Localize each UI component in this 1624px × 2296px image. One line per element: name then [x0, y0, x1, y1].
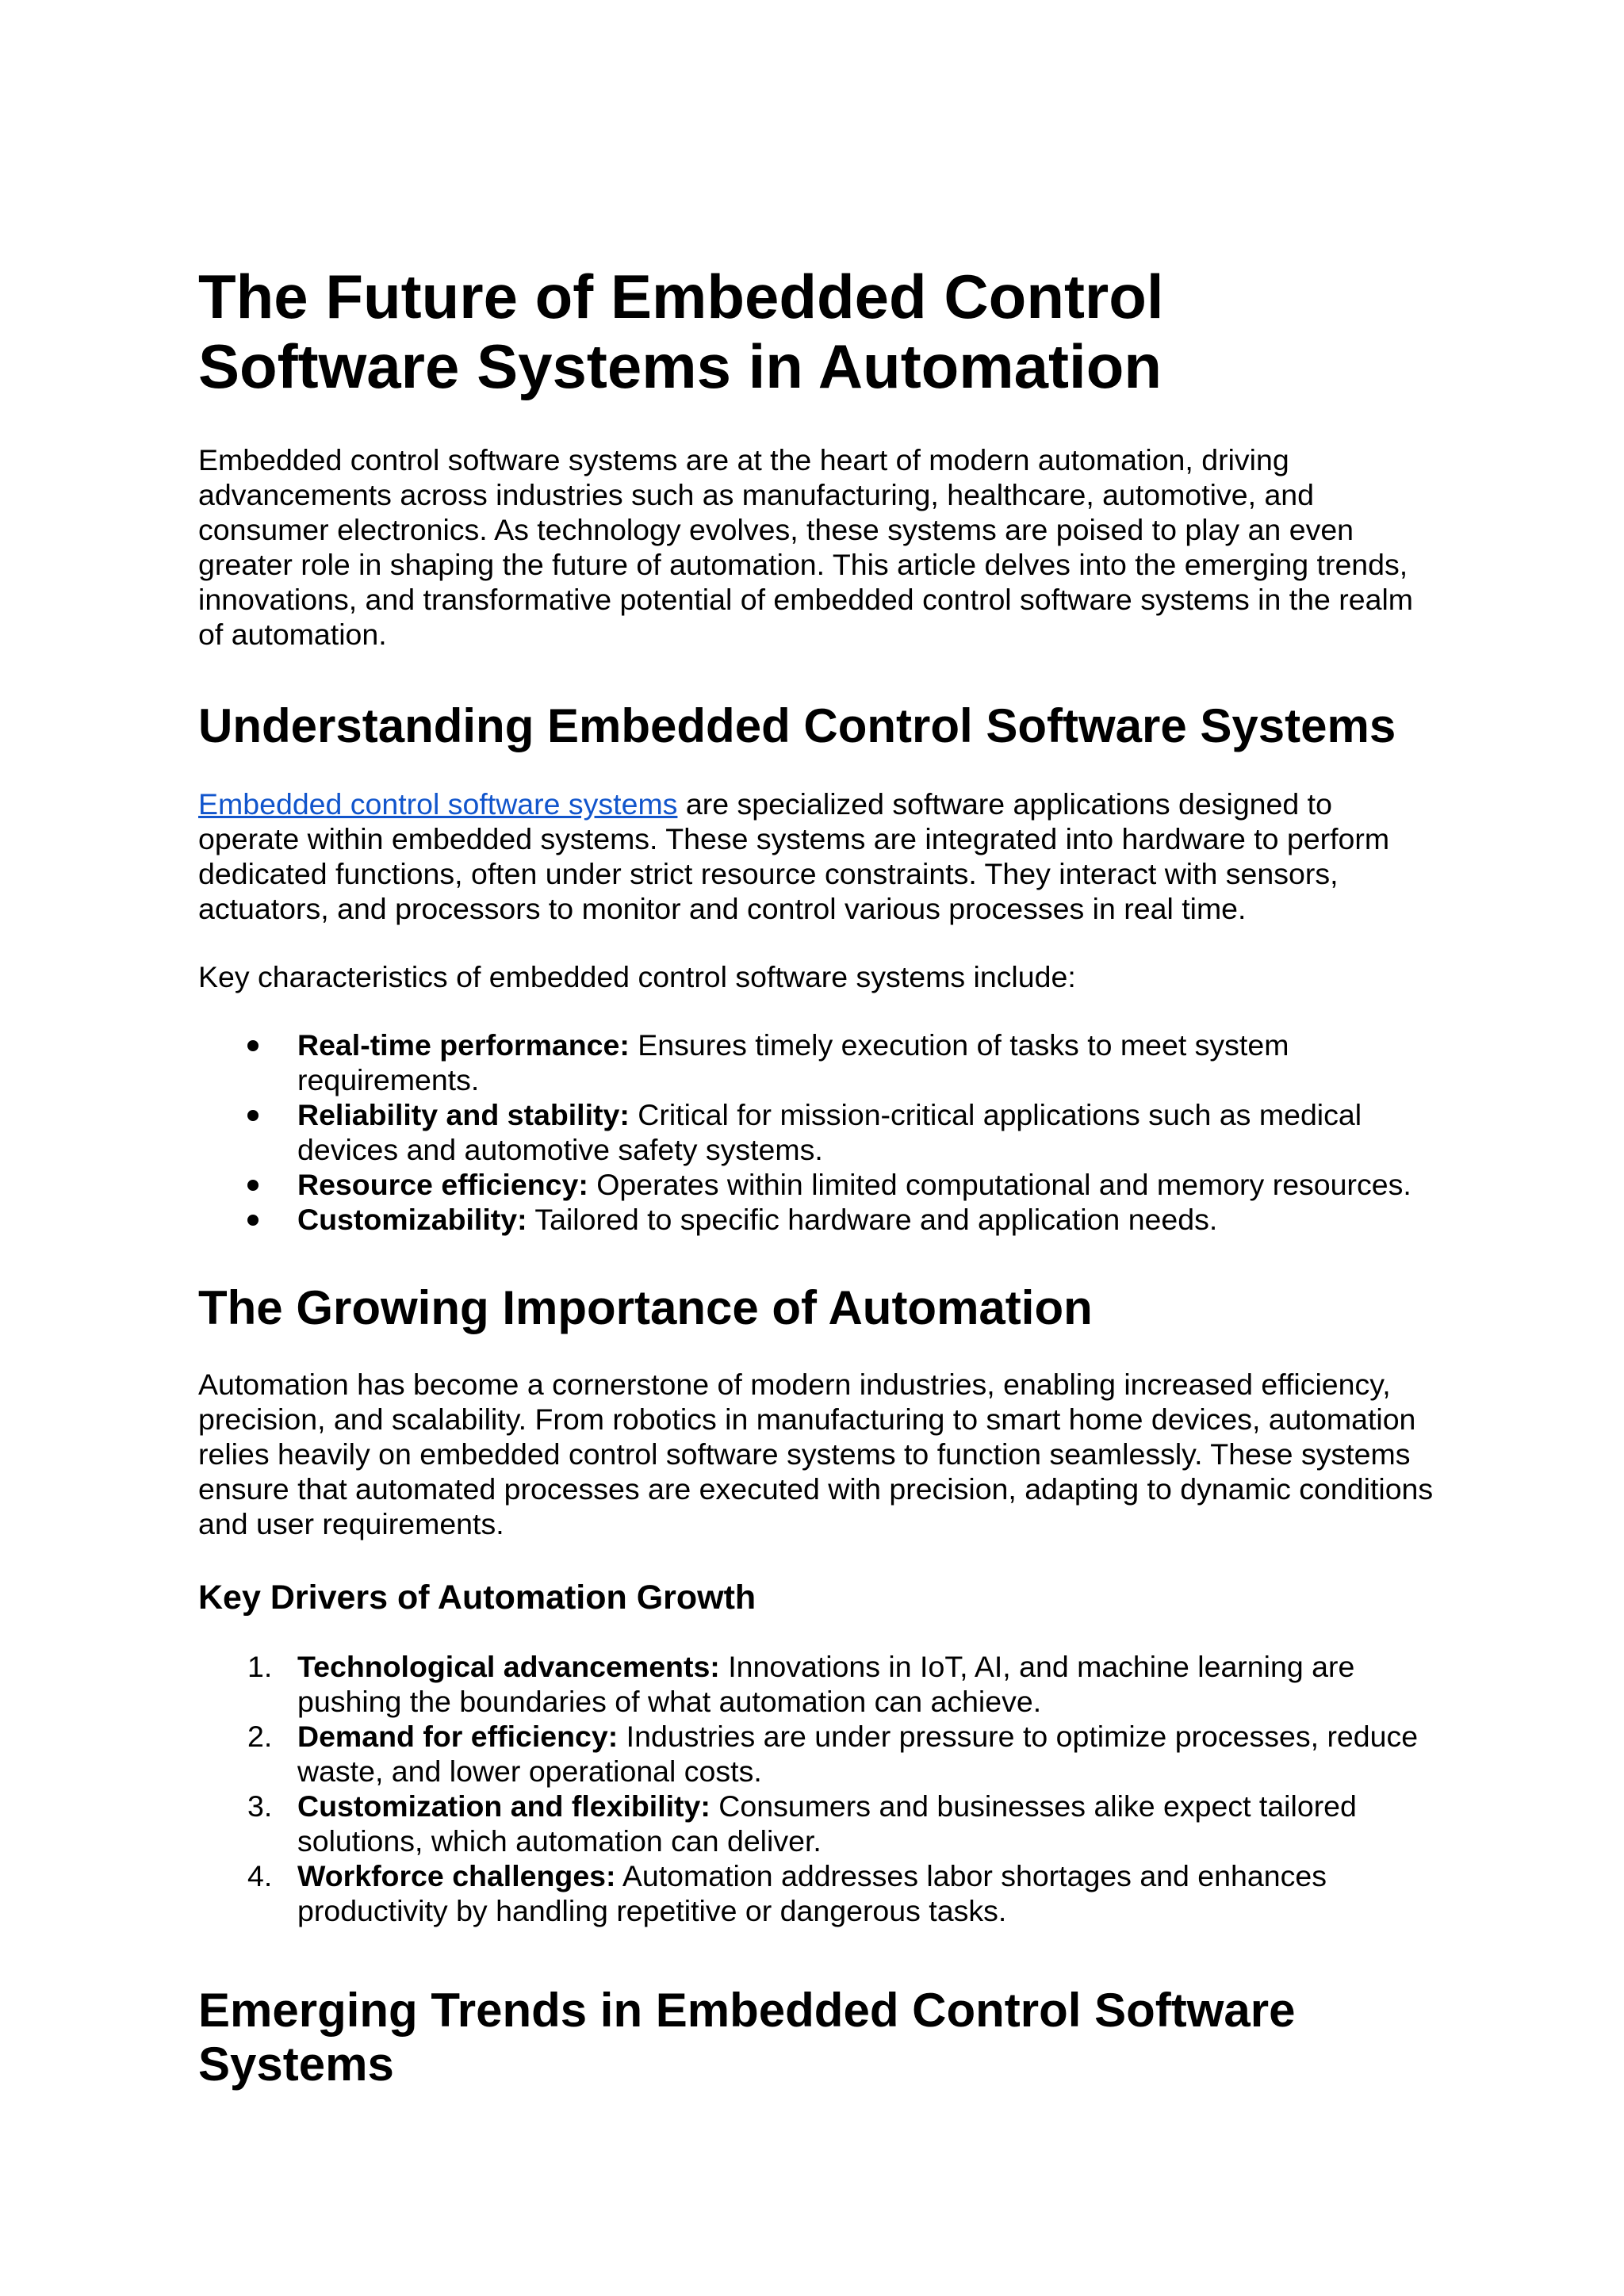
- section1-paragraph: [198, 786, 1435, 926]
- list-item-text: Industries are under pressure to optimize processes, reduce waste, and lower operational costs.: [297, 1720, 1419, 1788]
- title-line-1: The Future of Embedded Control: [198, 262, 1164, 331]
- list-item-term: Customizability:: [297, 1203, 527, 1236]
- list-item-text: Automation addresses labor shortages and enhances productivity by handling repetitive or dangerous tasks.: [297, 1859, 1327, 1927]
- list-item-text: Tailored to specific hardware and application needs.: [527, 1203, 1218, 1236]
- list-item-term: Resource efficiency:: [297, 1168, 588, 1201]
- list-item: [198, 1719, 1435, 1789]
- list-item-text: Operates within limited computational and memory resources.: [588, 1168, 1411, 1201]
- list-item: [198, 1027, 1435, 1097]
- list-item-term: Demand for efficiency:: [297, 1720, 619, 1753]
- characteristics-list: [198, 1027, 1435, 1237]
- bullet-icon: [247, 1110, 259, 1121]
- list-item-text: Innovations in IoT, AI, and machine learning are pushing the boundaries of what automation can achieve.: [297, 1650, 1355, 1718]
- list-item: [198, 1858, 1435, 1928]
- list-number: 2.: [247, 1720, 273, 1753]
- list-item-text: Critical for mission-critical applications such as medical devices and automotive safety systems.: [297, 1098, 1362, 1166]
- heading-line-2: Systems: [198, 2038, 394, 2091]
- list-number: 3.: [247, 1789, 273, 1823]
- intro-paragraph: Embedded control software systems are at the heart of modern automation, driving advancements across industries such as manufacturing, healthcare, automotive, and consumer electronics. As technology evolves, these systems are poised to play an even greater role in shaping the future of automation. This article delves into the emerging trends, innovations, and transformative potential of embedded control software systems in the realm of automation.: [198, 443, 1414, 651]
- list-item: [198, 1789, 1435, 1858]
- bullet-icon: [247, 1180, 259, 1191]
- list-number: 1.: [247, 1650, 273, 1683]
- heading-line-1: Emerging Trends in Embedded Control Software: [198, 1984, 1296, 2037]
- list-item-text: Ensures timely execution of tasks to meet system requirements.: [297, 1028, 1289, 1096]
- title-line-2: Software Systems in Automation: [198, 331, 1162, 401]
- list-item-term: Real-time performance:: [297, 1028, 630, 1062]
- characteristics-intro: Key characteristics of embedded control software systems include:: [198, 960, 1076, 993]
- section-heading-automation: The Growing Importance of Automation: [198, 1281, 1093, 1334]
- list-item-term: Workforce challenges:: [297, 1859, 616, 1892]
- section-heading-understanding: Understanding Embedded Control Software Systems: [198, 699, 1396, 752]
- list-number: 4.: [247, 1859, 273, 1892]
- page-title: [198, 262, 1435, 401]
- bullet-icon: [247, 1040, 259, 1051]
- list-item: [198, 1097, 1435, 1167]
- list-item-term: Reliability and stability:: [297, 1098, 630, 1131]
- list-item: [198, 1649, 1435, 1719]
- embedded-systems-link[interactable]: Embedded control software systems: [198, 787, 678, 821]
- drivers-list: [198, 1649, 1435, 1928]
- list-item-text: Consumers and businesses alike expect tailored solutions, which automation can deliver.: [297, 1789, 1357, 1858]
- list-item: [198, 1167, 1435, 1202]
- list-item-term: Technological advancements:: [297, 1650, 720, 1683]
- subheading-key-drivers: Key Drivers of Automation Growth: [198, 1578, 756, 1617]
- section1-paragraph-text: are specialized software applications designed to operate within embedded systems. These systems are integrated into hardware to perform dedicated functions, often under strict resource constraints. They interact with sensors, actuators, and processors to monitor and control various processes in real time.: [198, 787, 1390, 925]
- list-item-term: Customization and flexibility:: [297, 1789, 710, 1823]
- section-heading-emerging-trends: [198, 1984, 1435, 2091]
- list-item: [198, 1202, 1435, 1237]
- section2-paragraph: Automation has become a cornerstone of modern industries, enabling increased efficiency, precision, and scalability. From robotics in manufacturing to smart home devices, automation relies heavily on embedded control software systems to function seamlessly. These systems ensure that automated processes are executed with precision, adapting to dynamic conditions and user requirements.: [198, 1368, 1434, 1540]
- bullet-icon: [247, 1215, 259, 1226]
